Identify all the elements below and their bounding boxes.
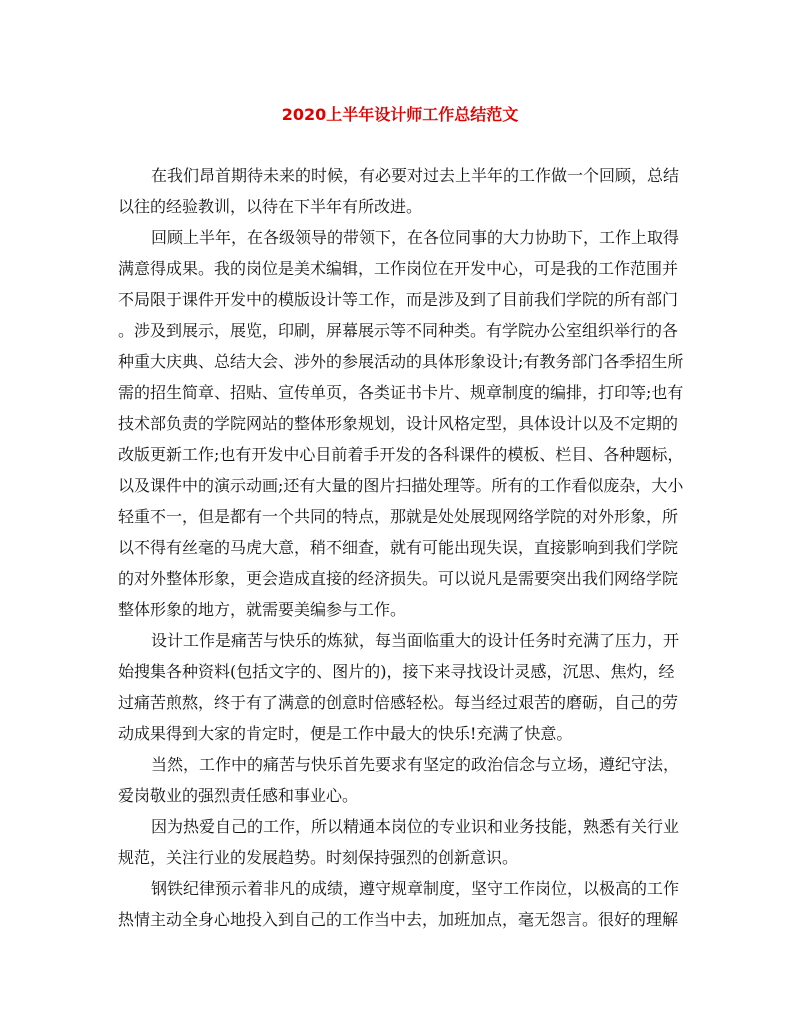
paragraph-2 [118,222,688,625]
paragraph-3 [118,625,688,749]
paragraph-line: 不局限于课件开发中的模版设计等工作，而是涉及到了目前我们学院的所有部门 [118,290,679,309]
paragraph-line: 的对外整体形象，更会造成直接的经济损失。可以说凡是需要突出我们网络学院 [118,569,679,588]
paragraph-line: 需的招生简章、招贴、宣传单页，各类证书卡片、规章制度的编排，打印等;也有 [118,383,684,402]
paragraph-line: 整体形象的地方，就需要美编参与工作。 [118,600,407,619]
paragraph-line: 在我们昂首期待未来的时候，有必要对过去上半年的工作做一个回顾，总结 [151,166,680,185]
paragraph-5 [118,811,688,873]
paragraph-line: 热情主动全身心地投入到自己的工作当中去，加班加点，毫无怨言。很好的理解 [118,910,679,929]
paragraph-line: 以不得有丝毫的马虎大意，稍不细查，就有可能出现失误，直接影响到我们学院 [118,538,679,557]
paragraph-line: 改版更新工作;也有开发中心目前着手开发的各科课件的模板、栏目、各种题标， [118,445,684,464]
paragraph-line: 动成果得到大家的肯定时，便是工作中最大的快乐!充满了快意。 [118,724,573,743]
paragraph-line: 满意得成果。我的岗位是美术编辑，工作岗位在开发中心，可是我的工作范围并 [118,259,679,278]
paragraph-line: 始搜集各种资料(包括文字的、图片的)，接下来寻找设计灵感，沉思、焦灼，经 [118,662,675,681]
paragraph-line: 设计工作是痛苦与快乐的炼狱，每当面临重大的设计任务时充满了压力，开 [151,631,680,650]
paragraph-6 [118,873,688,935]
paragraph-line: 技术部负责的学院网站的整体形象规划，设计风格定型，具体设计以及不定期的 [118,414,679,433]
paragraph-line: 。涉及到展示，展览，印刷，屏幕展示等不同种类。有学院办公室组织举行的各 [118,321,679,340]
paragraph-line: 钢铁纪律预示着非凡的成绩，遵守规章制度，坚守工作岗位，以极高的工作 [151,879,680,898]
paragraph-1 [118,160,688,222]
paragraph-line: 当然，工作中的痛苦与快乐首先要求有坚定的政治信念与立场，遵纪守法， [151,755,680,774]
paragraph-line: 过痛苦煎熬，终于有了满意的创意时倍感轻松。每当经过艰苦的磨砺，自己的劳 [118,693,679,712]
paragraph-line: 以往的经验教训，以待在下半年有所改进。 [118,197,423,216]
paragraph-line: 规范，关注行业的发展趋势。时刻保持强烈的创新意识。 [118,848,519,867]
paragraph-line: 爱岗敬业的强烈责任感和事业心。 [118,786,359,805]
paragraph-line: 以及课件中的演示动画;还有大量的图片扫描处理等。所有的工作看似庞杂，大小 [118,476,684,495]
paragraph-line: 轻重不一，但是都有一个共同的特点，那就是处处展现网络学院的对外形象，所 [118,507,679,526]
paragraph-line: 种重大庆典、总结大会、涉外的参展活动的具体形象设计;有教务部门各季招生所 [118,352,684,371]
paragraph-4 [118,749,688,811]
paragraph-line: 因为热爱自己的工作，所以精通本岗位的专业识和业务技能，熟悉有关行业 [151,817,680,836]
paragraph-line: 回顾上半年，在各级领导的带领下，在各位同事的大力协助下，工作上取得 [151,228,680,247]
document-body [118,160,688,935]
document-title: 2020上半年设计师工作总结范文 [281,105,519,124]
